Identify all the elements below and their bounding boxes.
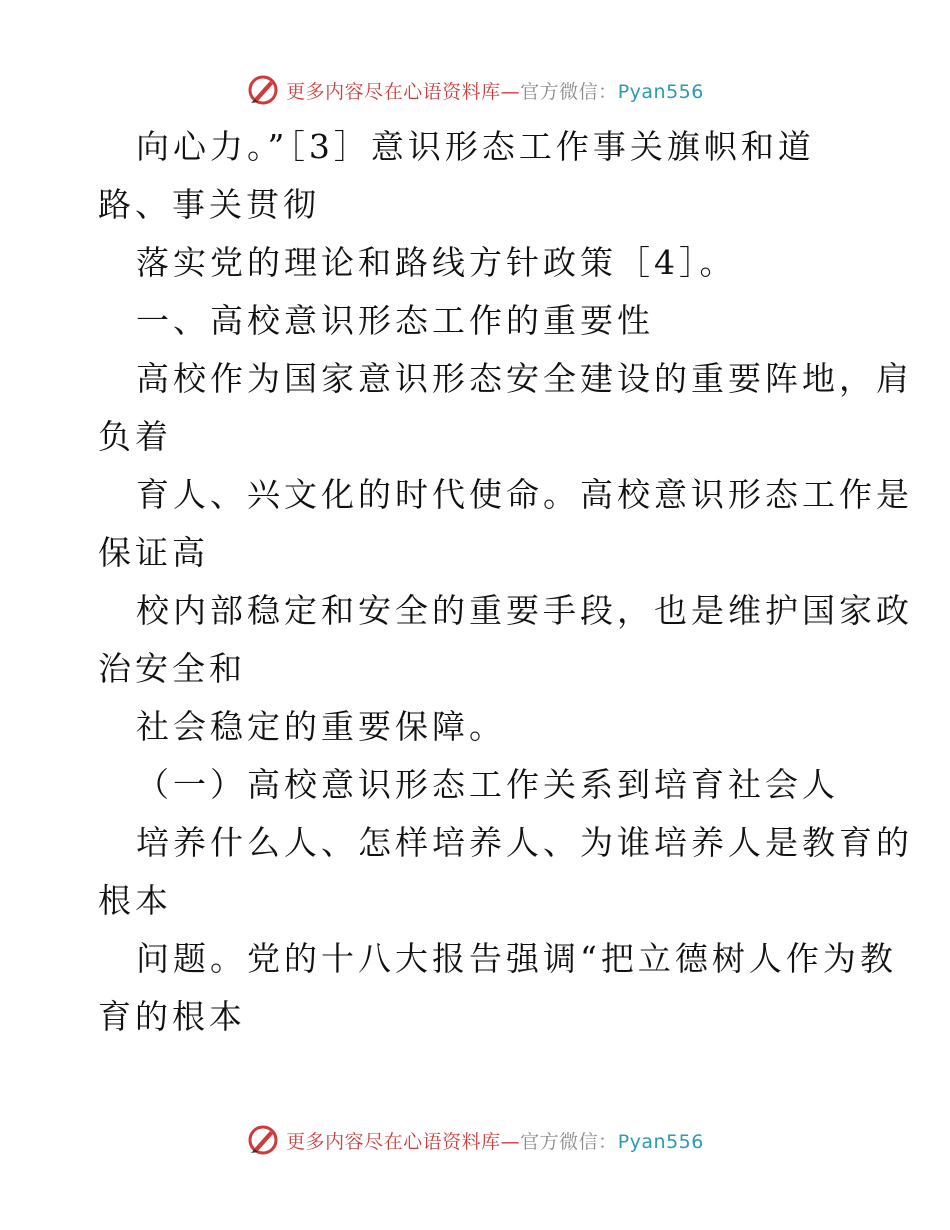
- watermark-account-text: Pyan556: [617, 80, 704, 103]
- pen-circle-logo-icon: [246, 73, 280, 107]
- watermark-banner-top: [0, 70, 950, 110]
- text-line: 路、事关贯彻: [98, 185, 320, 224]
- watermark-official-text: 官方微信：: [520, 1130, 618, 1153]
- text-line: 问题。党的十八大报告强调“把立德树人作为教: [136, 939, 897, 978]
- text-line: 落实党的理论和路线方针政策［4］。: [136, 243, 737, 282]
- watermark-account-text: Pyan556: [617, 1130, 704, 1153]
- watermark-main-text: 更多内容尽在心语资料库: [286, 1130, 501, 1153]
- text-line: 向心力。”［3］意识形态工作事关旗帜和道: [136, 127, 815, 166]
- text-line: 育的根本: [98, 997, 246, 1036]
- text-line: 保证高: [98, 533, 209, 572]
- text-line: 治安全和: [98, 649, 246, 688]
- text-line: 负着: [98, 417, 172, 456]
- text-line: 高校作为国家意识形态安全建设的重要阵地，肩: [136, 359, 913, 398]
- document-body: [98, 118, 913, 1046]
- text-line: 培养什么人、怎样培养人、为谁培养人是教育的: [136, 823, 913, 862]
- text-line: 育人、兴文化的时代使命。高校意识形态工作是: [136, 475, 913, 514]
- text-line: 一、高校意识形态工作的重要性: [136, 301, 654, 340]
- text-line: （一）高校意识形态工作关系到培育社会人: [136, 765, 839, 804]
- watermark-main-text: 更多内容尽在心语资料库: [286, 80, 501, 103]
- watermark-dash: —: [500, 80, 521, 103]
- text-line: 根本: [98, 881, 172, 920]
- text-line: 社会稳定的重要保障。: [136, 707, 506, 746]
- text-line: 校内部稳定和安全的重要手段，也是维护国家政: [136, 591, 913, 630]
- watermark-banner-bottom: [0, 1120, 950, 1160]
- watermark-official-text: 官方微信：: [520, 80, 618, 103]
- watermark-text: [286, 1127, 704, 1154]
- watermark-text: [286, 77, 704, 104]
- pen-circle-logo-icon: [246, 1123, 280, 1157]
- watermark-dash: —: [500, 1130, 521, 1153]
